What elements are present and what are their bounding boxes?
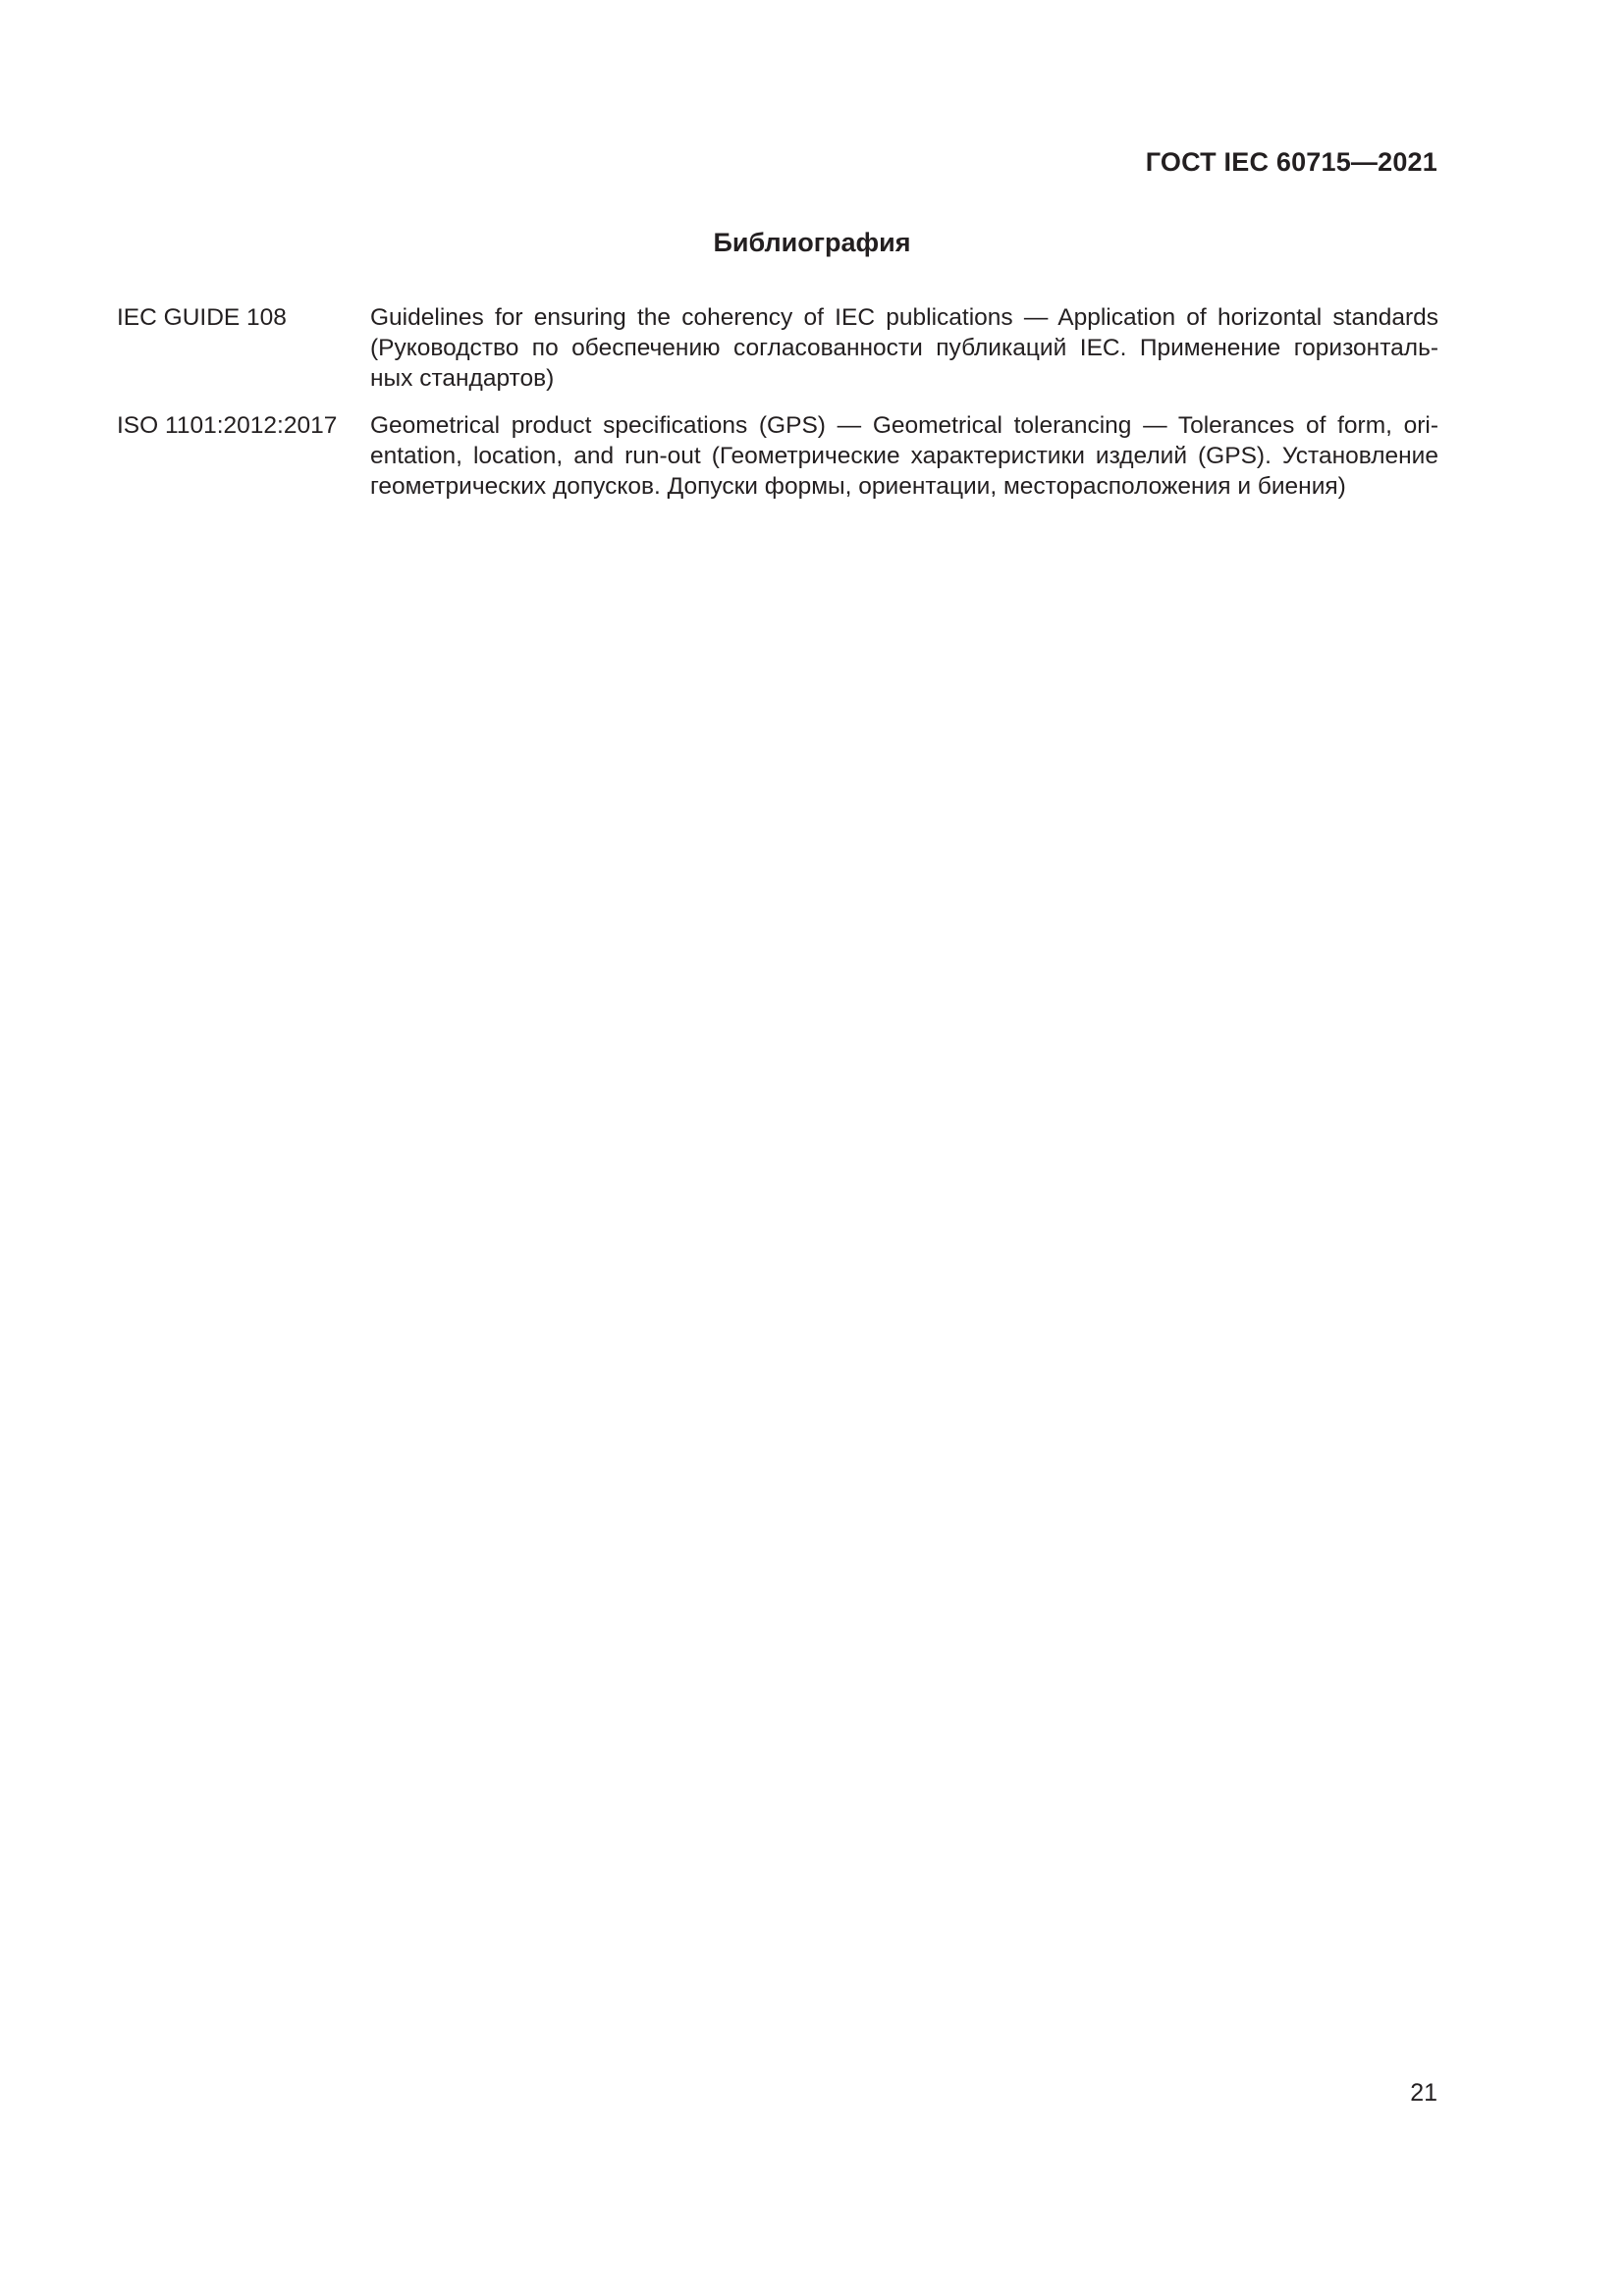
bibliography-entry — [117, 302, 1438, 394]
bibliography-reference-code: IEC GUIDE 108 — [117, 304, 287, 331]
section-title: Библиография — [713, 228, 911, 257]
page-number: 21 — [1410, 2079, 1437, 2107]
document-code-header: ГОСТ IEC 60715—2021 — [1145, 147, 1437, 177]
bibliography-text-line: геометрических допусков. Допуски формы, ориентации, месторасположения и биения) — [370, 473, 1346, 500]
bibliography-text-line: Guidelines for ensuring the coherency of IEC publications — Application of horizontal standards — [370, 304, 1438, 331]
bibliography-reference-code: ISO 1101:2012:2017 — [117, 412, 338, 439]
bibliography-text-line: (Руководство по обеспечению согласованности публикаций IEC. Применение горизонталь- — [370, 335, 1438, 361]
bibliography-text-line: entation, location, and run-out (Геометрические характеристики изделий (GPS). Установление — [370, 443, 1438, 469]
bibliography-reference-title — [370, 410, 1438, 502]
bibliography-text-line: ных стандартов) — [370, 365, 555, 392]
bibliography-entry — [117, 410, 1438, 502]
bibliography-reference-title — [370, 302, 1438, 394]
bibliography-text-line: Geometrical product specifications (GPS) — Geometrical tolerancing — Tolerances of form, ori- — [370, 412, 1438, 439]
bibliography-list — [117, 302, 1438, 518]
